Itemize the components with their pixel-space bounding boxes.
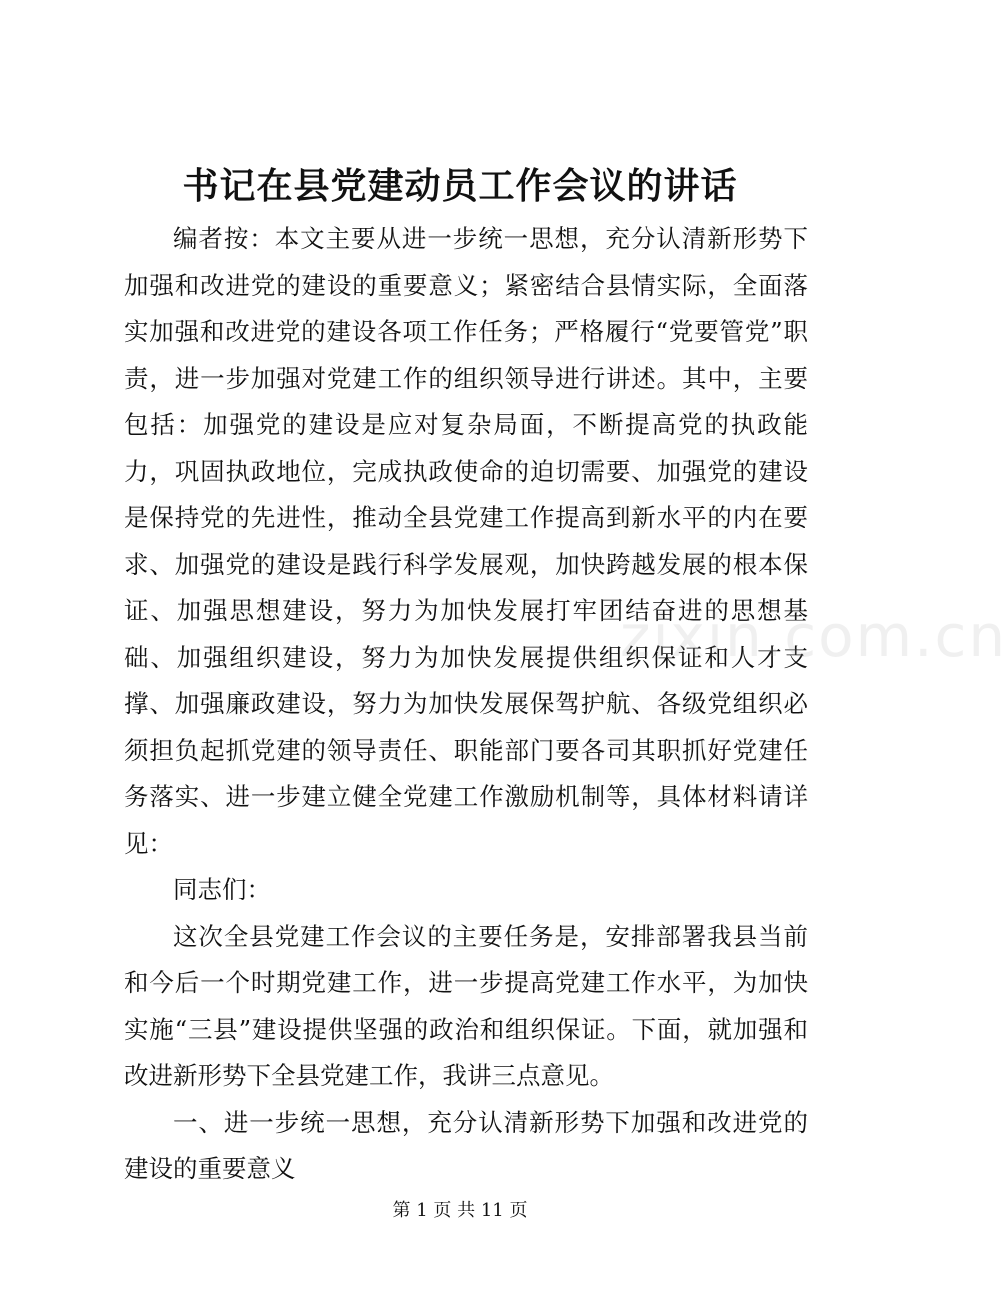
salutation-paragraph: 同志们： xyxy=(173,875,271,904)
section-heading-paragraph: 一、进一步统一思想，充分认清新形势下加强和改进党的建设的重要意义 xyxy=(124,1107,808,1183)
document-body xyxy=(124,216,808,1193)
intro-paragraph: 这次全县党建工作会议的主要任务是，安排部署我县当前和今后一个时期党建工作，进一步提高党建工作水平，为加快实施“三县”建设提供坚强的政治和组织保证。下面，就加强和改进新形势下全县党建工作，我讲三点意见。 xyxy=(124,921,808,1090)
editor-note-paragraph: 编者按：本文主要从进一步统一思想，充分认清新形势下加强和改进党的建设的重要意义；紧密结合县情实际，全面落实加强和改进党的建设各项工作任务；严格履行“党要管党”职责，进一步加强对党建工作的组织领导进行讲述。其中，主要包括：加强党的建设是应对复杂局面，不断提高党的执政能力，巩固执政地位，完成执政使命的迫切需要、加强党的建设是保持党的先进性，推动全县党建工作提高到新水平的内在要求、加强党的建设是践行科学发展观，加快跨越发展的根本保证、加强思想建设，努力为加快发展打牢团结奋进的思想基础、加强组织建设，努力为加快发展提供组织保证和人才支撑、加强廉政建设，努力为加快发展保驾护航、各级党组织必须担负起抓党建的领导责任、职能部门要各司其职抓好党建任务落实、进一步建立健全党建工作激励机制等，具体材料请详见： xyxy=(124,224,808,858)
document-title: 书记在县党建动员工作会议的讲话 xyxy=(182,165,738,207)
watermark: zixin.com.cn xyxy=(620,602,1007,670)
page-footer: 第 1 页 共 11 页 xyxy=(392,1200,528,1221)
